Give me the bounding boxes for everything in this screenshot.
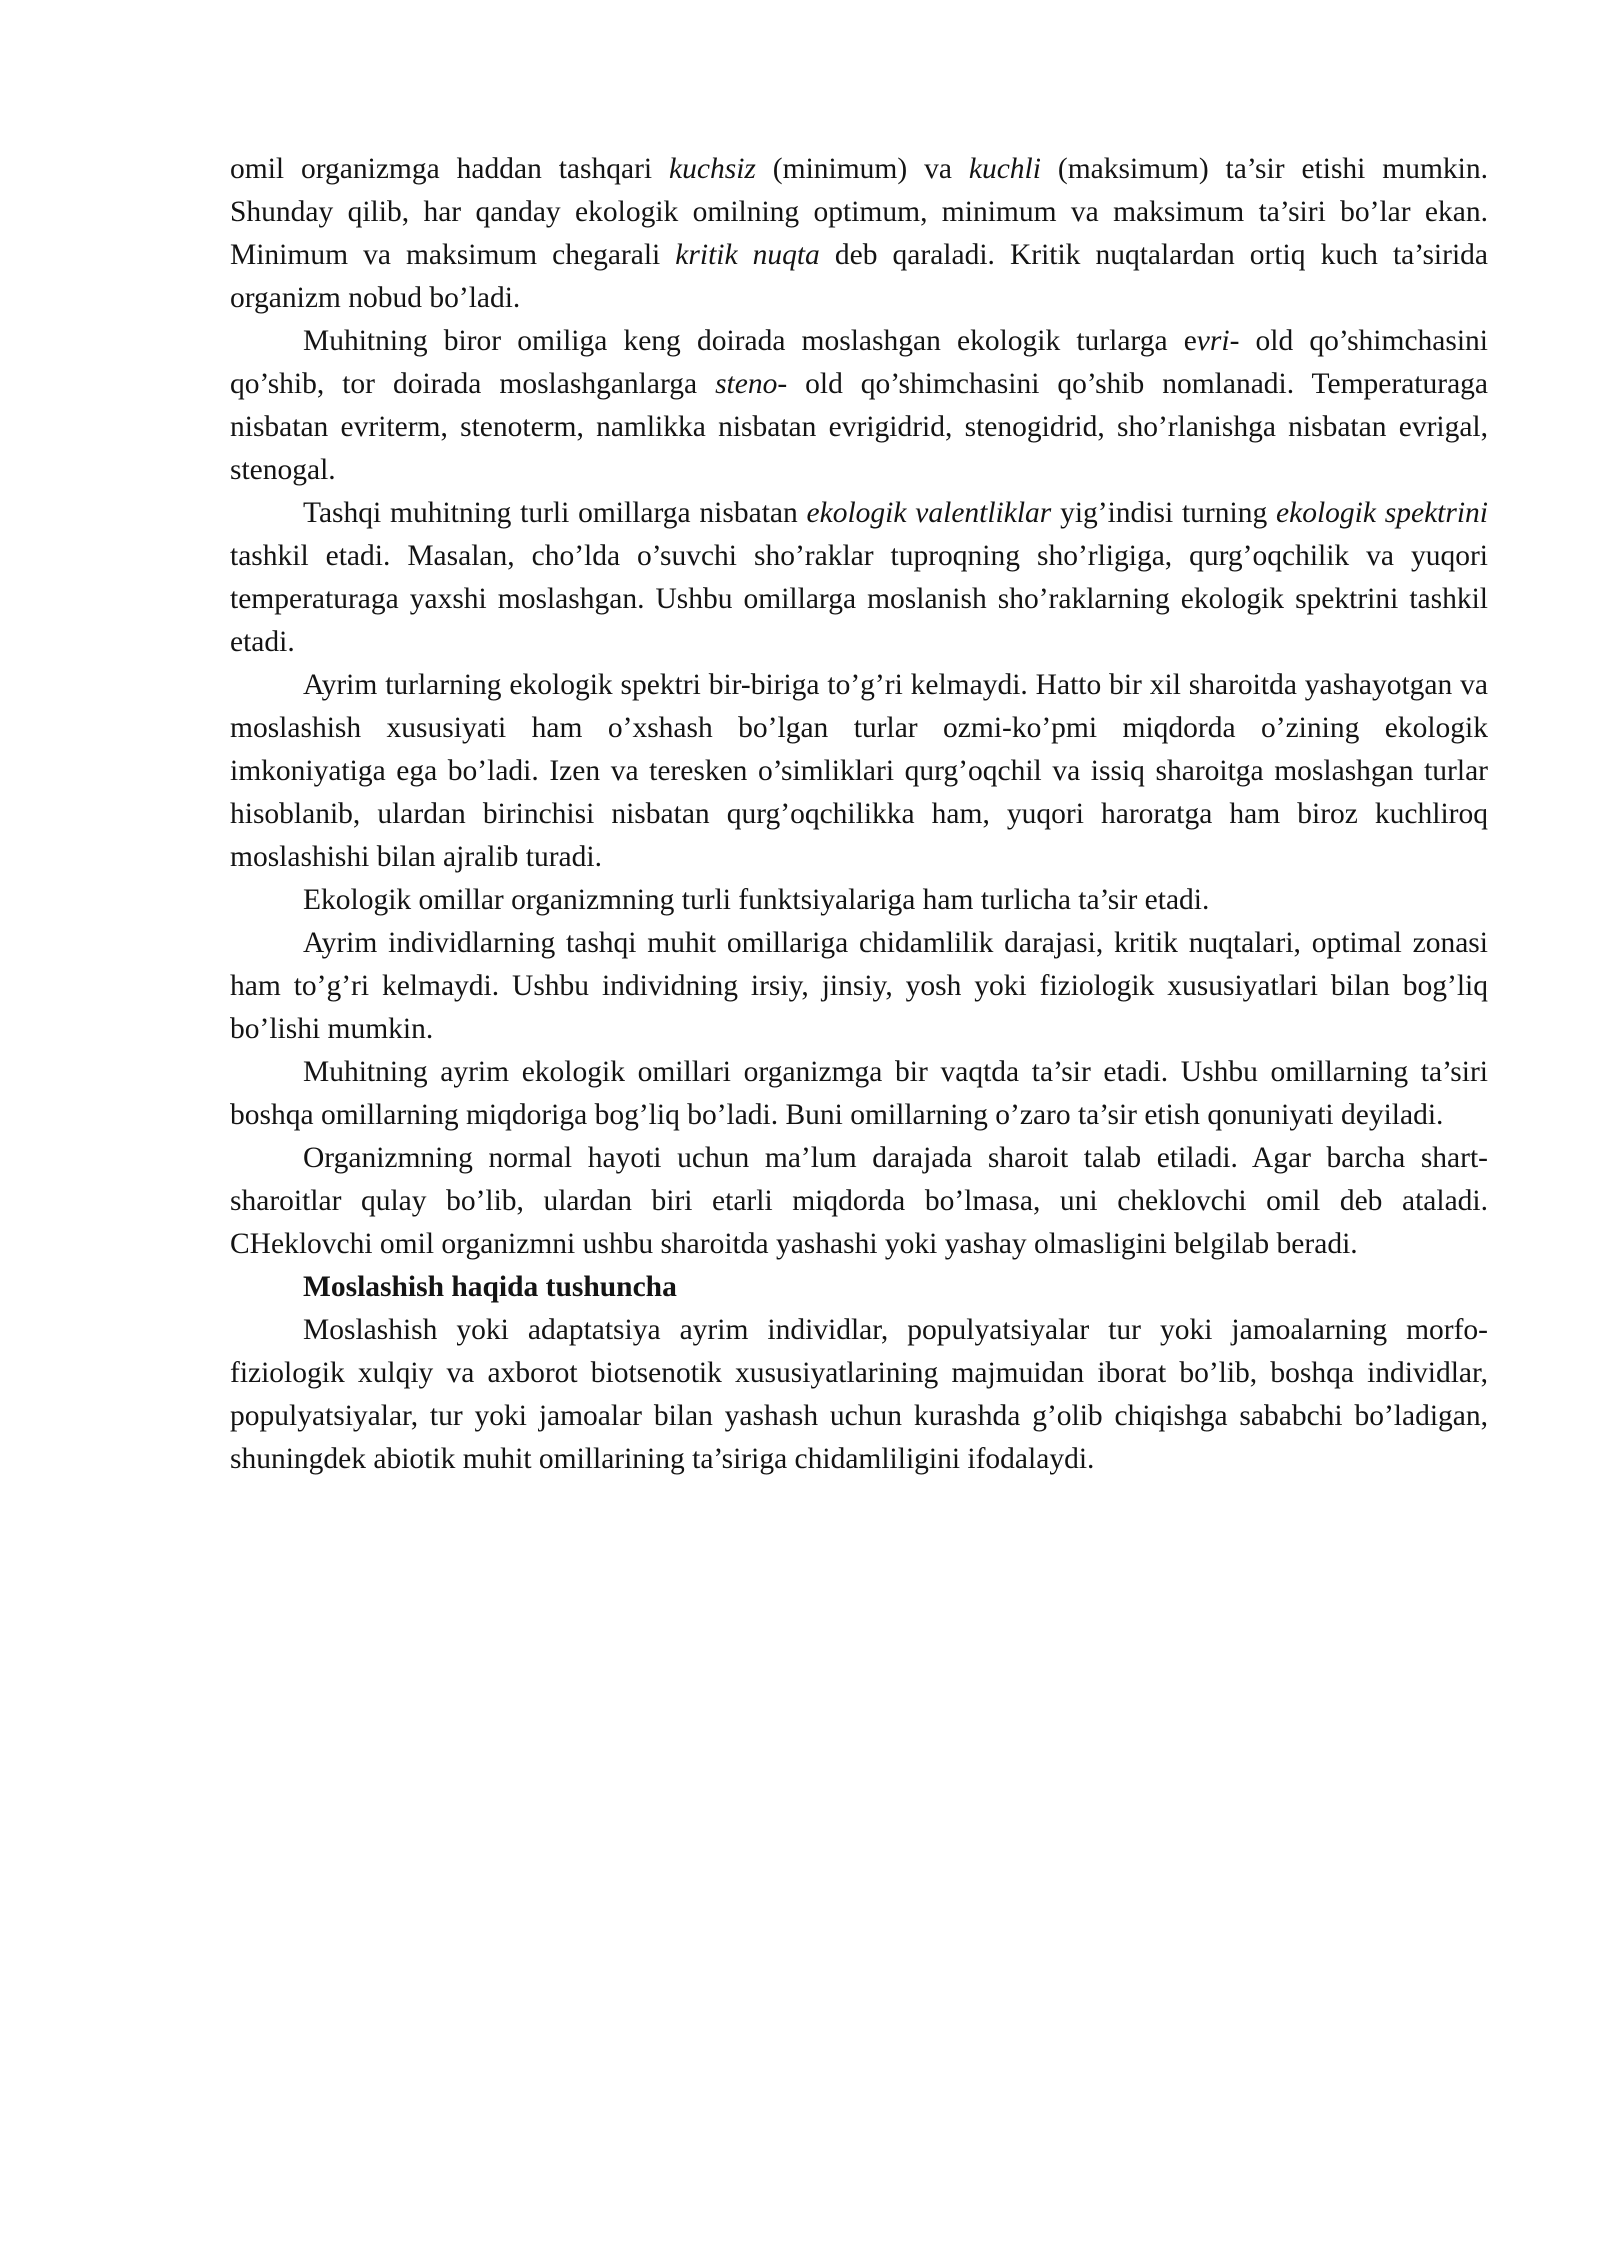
italic-term-ekologik-spektrini: ekologik spektrini xyxy=(1276,497,1488,529)
paragraph-individuals: Ayrim individlarning tashqi muhit omillariga chidamlilik darajasi, kritik nuqtalari, optimal zonasi ham to’g’ri kelmaydi. Ushbu individning irsiy, jinsiy, yosh yoki fiziologik xususiyatlari bilan bog’liq bo’lishi mumkin. xyxy=(230,927,1488,1045)
italic-term-kuchsiz: kuchsiz xyxy=(669,153,756,185)
text-run: (minimum) va xyxy=(755,153,969,185)
text-run: omil organizmga haddan tashqari xyxy=(230,153,670,185)
text-run: yig’indisi turning xyxy=(1051,497,1277,529)
paragraph-evri-steno xyxy=(230,320,1488,492)
text-run: tashkil etadi. Masalan, cho’lda o’suvchi sho’raklar tuproqning sho’rligiga, qurg’oqchilik va yuqori temperaturaga yaxshi moslashgan. Ushbu omillarga moslanish sho’raklarning ekologik spektrini tashkil etadi. xyxy=(230,540,1488,658)
paragraph-limiting-factor: Organizmning normal hayoti uchun ma’lum darajada sharoit talab etiladi. Agar barcha shart-sharoitlar qulay bo’lib, ulardan biri etarli miqdorda bo’lmasa, uni cheklovchi omil deb ataladi. CHeklovchi omil organizmni ushbu sharoitda yashashi yoki yashay olmasligini belgilab beradi. xyxy=(230,1142,1488,1260)
paragraph-ecological-spectrum xyxy=(230,492,1488,664)
italic-term-steno: steno- xyxy=(715,368,788,400)
italic-term-evri: vri- xyxy=(1196,325,1240,357)
text-run: Muhitning biror omiliga keng doirada moslashgan ekologik turlarga e xyxy=(303,325,1197,357)
text-run: old qo’shimchasini qo’shib, tor doirada moslashganlarga xyxy=(230,325,1488,400)
paragraph-spectrum-differences: Ayrim turlarning ekologik spektri bir-biriga to’g’ri kelmaydi. Hatto bir xil sharoitda yashayotgan va moslashish xususiyati ham o’xshash bo’lgan turlar ozmi-ko’pmi miqdorda o’zining ekologik imkoniyatiga ega bo’ladi. Izen va teresken o’simliklari qurg’oqchil va issiq sharoitga moslashgan turlar hisoblanib, ulardan birinchisi nisbatan qurg’oqchilikka ham, yuqori haroratga ham biroz kuchliroq moslashishi bilan ajralib turadi. xyxy=(230,669,1488,873)
italic-term-kritik-nuqta: kritik nuqta xyxy=(675,239,820,271)
text-run: (maksimum) ta’sir etishi mumkin. Shunday qilib, har qanday ekologik omilning optimum, minimum va maksimum ta’siri bo’lar ekan. Minimum va maksimum chegarali xyxy=(230,153,1488,271)
text-run: Tashqi muhitning turli omillarga nisbatan xyxy=(303,497,807,529)
text-run: old qo’shimchasini qo’shib nomlanadi. Temperaturaga nisbatan evriterm, stenoterm, namlikka nisbatan evrigidrid, stenogidrid, sho’rlanishga nisbatan evrigal, stenogal. xyxy=(230,368,1489,486)
text-run: deb qaraladi. Kritik nuqtalardan ortiq kuch ta’sirida organizm nobud bo’ladi. xyxy=(230,239,1488,314)
paragraph-functions: Ekologik omillar organizmning turli funktsiyalariga ham turlicha ta’sir etadi. xyxy=(303,884,1210,916)
paragraph-adaptation: Moslashish yoki adaptatsiya ayrim individlar, populyatsiyalar tur yoki jamoalarning morfo-fiziologik xulqiy va axborot biotsenotik xususiyatlarining majmuidan iborat bo’lib, boshqa individlar, populyatsiyalar, tur yoki jamoalar bilan yashash uchun kurashda g’olib chiqishga sababchi bo’ladigan, shuningdek abiotik muhit omillarining ta’siriga chidamliligini ifodalaydi. xyxy=(230,1314,1488,1475)
italic-term-ekologik-valentliklar: ekologik valentliklar xyxy=(806,497,1052,529)
paragraph-continuation xyxy=(230,148,1488,320)
paragraph-interaction-law: Muhitning ayrim ekologik omillari organizmga bir vaqtda ta’sir etadi. Ushbu omillarning ta’siri boshqa omillarning miqdoriga bog’liq bo’ladi. Buni omillarning o’zaro ta’sir etish qonuniyati deyiladi. xyxy=(230,1056,1488,1131)
document-page xyxy=(230,148,1488,1481)
section-heading: Moslashish haqida tushuncha xyxy=(303,1271,677,1303)
italic-term-kuchli: kuchli xyxy=(968,153,1041,185)
